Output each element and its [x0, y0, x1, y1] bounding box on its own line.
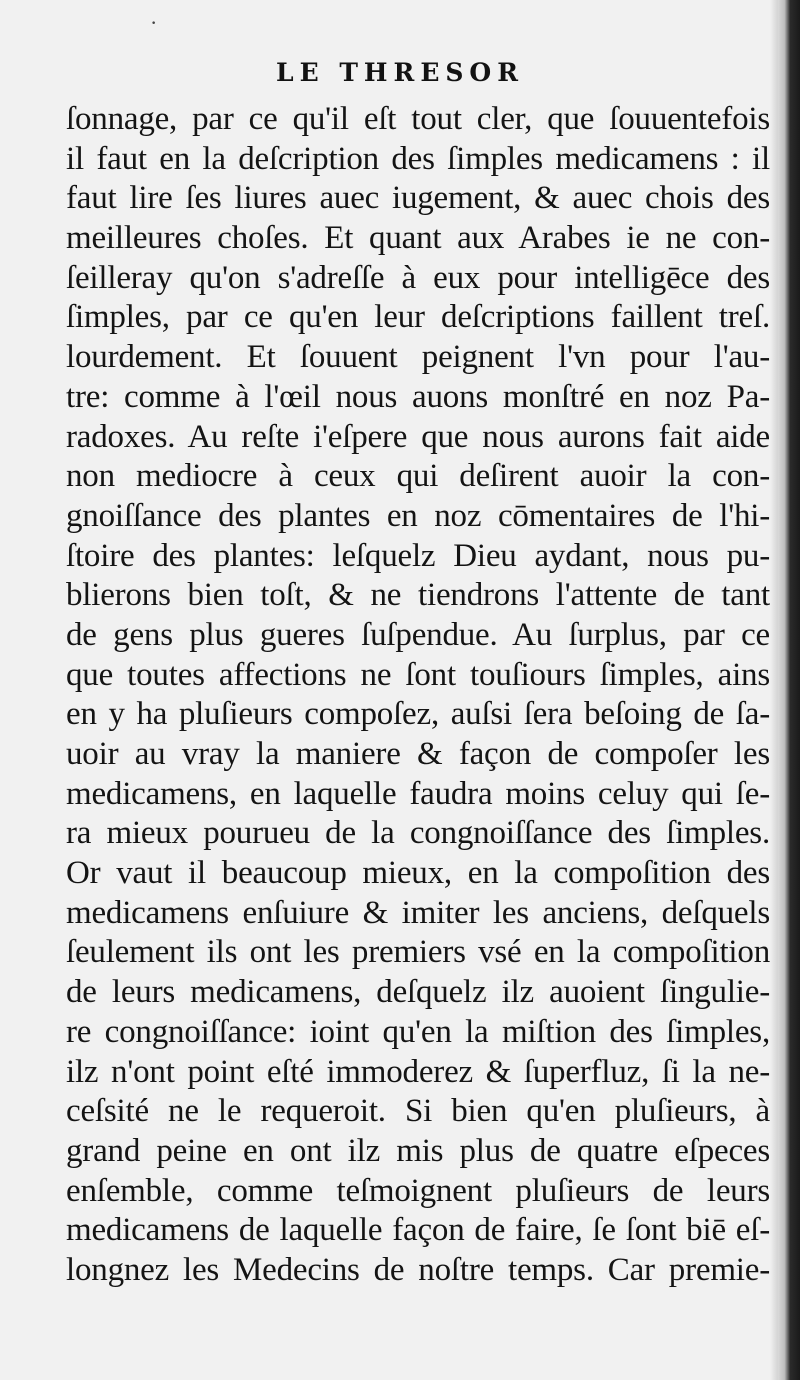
- text-line: non mediocre à ceux qui deſirent auoir la con-: [66, 458, 770, 495]
- text-line: ra mieux pourueu de la congnoiſſance des ſimples.: [66, 815, 770, 852]
- text-line: enſemble, comme teſmoignent pluſieurs de leurs: [66, 1172, 770, 1209]
- text-line: de leurs medicamens, deſquelz ilz auoient ſingulie-: [66, 974, 770, 1011]
- text-line: medicamens de laquelle façon de faire, ſe ſont biē eſ-: [66, 1212, 770, 1249]
- text-line: ſimples, par ce qu'en leur deſcriptions faillent treſ.: [66, 299, 770, 336]
- text-line: ceſsité ne le requeroit. Si bien qu'en pluſieurs, à: [66, 1093, 770, 1130]
- text-line: que toutes affections ne ſont touſiours ſimples, ains: [66, 656, 770, 693]
- text-line: ſonnage, par ce qu'il eſt tout cler, que ſouuentefois: [66, 101, 770, 137]
- text-line: en y ha pluſieurs compoſez, auſsi ſera beſoing de ſa-: [66, 696, 770, 733]
- text-line: re congnoiſſance: ioint qu'en la miſtion des ſimples,: [66, 1013, 770, 1050]
- book-binding-edge: [778, 0, 800, 1380]
- text-line: meilleures choſes. Et quant aux Arabes ie ne con-: [66, 220, 770, 257]
- text-line: longnez les Medecins de noſtre temps. Car premie-: [66, 1251, 770, 1288]
- running-title: LE THRESOR: [275, 58, 524, 87]
- text-line: grand peine en ont ilz mis plus de quatre eſpeces: [66, 1132, 770, 1169]
- text-line: ſtoire des plantes: leſquelz Dieu aydant, nous pu-: [66, 537, 770, 574]
- text-line: medicamens, en laquelle faudra moins celuy qui ſe-: [66, 775, 770, 812]
- text-line: ſeilleray qu'on s'adreſſe à eux pour intelligēce des: [66, 259, 770, 296]
- text-line: il faut en la deſcription des ſimples medicamens : il: [66, 140, 770, 177]
- text-line: uoir au vray la maniere & façon de compoſer les: [66, 736, 770, 772]
- text-line: faut lire ſes liures auec iugement, & auec chois des: [66, 180, 770, 217]
- text-line: medicamens enſuiure & imiter les anciens, deſquels: [66, 894, 770, 931]
- text-line: gnoiſſance des plantes en noz cōmentaires de l'hi-: [66, 497, 770, 534]
- text-line: Or vaut il beaucoup mieux, en la compoſition des: [66, 855, 770, 892]
- text-line: ſeulement ils ont les premiers vsé en la compoſition: [66, 934, 770, 971]
- text-line: tre: comme à l'œil nous auons monſtré en noz Pa-: [66, 378, 770, 415]
- text-line: radoxes. Au reſte i'eſpere que nous aurons fait aide: [66, 418, 770, 455]
- page-speck: ·: [150, 10, 158, 35]
- text-line: lourdement. Et ſouuent peignent l'vn pour l'au-: [66, 339, 770, 376]
- text-line: blierons bien toſt, & ne tiendrons l'attente de tant: [66, 577, 770, 614]
- binding-shadow: [770, 0, 778, 1380]
- text-line: ilz n'ont point eſté immoderez & ſuperfluz, ſi la ne-: [66, 1053, 770, 1090]
- body-text: [66, 100, 770, 1291]
- text-line: de gens plus gueres ſuſpendue. Au ſurplus, par ce: [66, 616, 770, 653]
